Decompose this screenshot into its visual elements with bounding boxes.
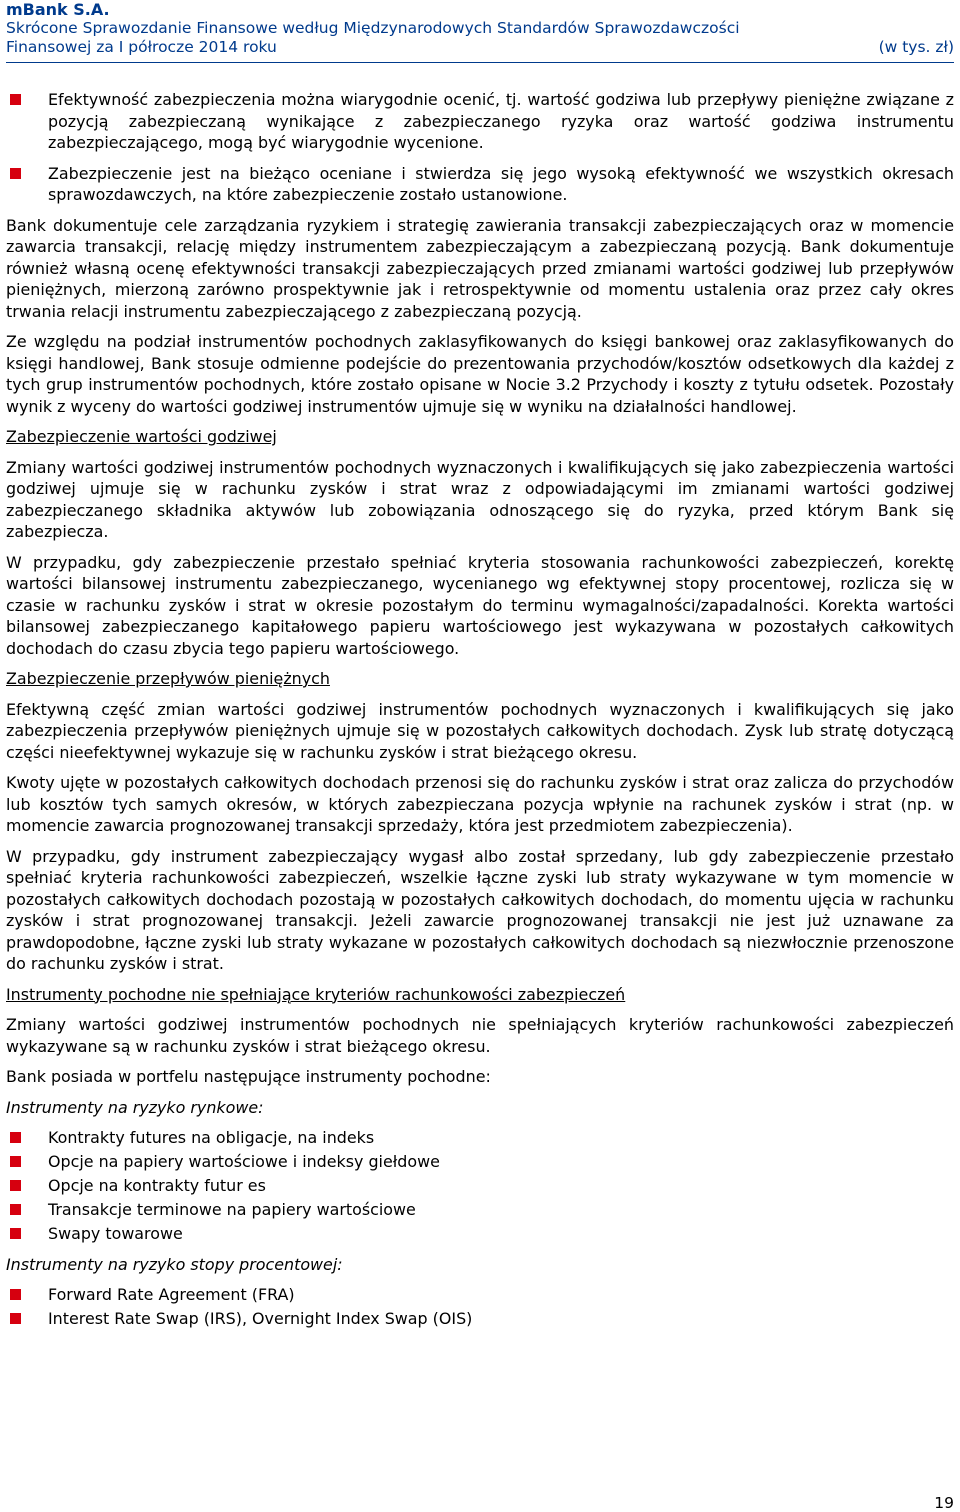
list-item	[6, 89, 954, 154]
heading-cash-flow-hedge: Zabezpieczenie przepływów pieniężnych	[6, 669, 330, 688]
heading-non-hedge-derivatives: Instrumenty pochodne nie spełniające kryteriów rachunkowości zabezpieczeń	[6, 984, 626, 1004]
page-number: 19	[934, 1494, 954, 1512]
red-square-bullet-icon	[10, 1228, 21, 1239]
list-item-text: Kontrakty futures na obligacje, na indeks	[48, 1128, 375, 1147]
red-square-bullet-icon	[10, 1204, 21, 1215]
list-item	[6, 163, 954, 206]
list-item	[6, 1151, 954, 1173]
company-name: mBank S.A.	[6, 0, 110, 19]
list-item-text: Interest Rate Swap (IRS), Overnight Index Swap (OIS)	[48, 1309, 473, 1328]
interest-rate-risk-label: Instrumenty na ryzyko stopy procentowej:	[6, 1254, 343, 1274]
red-square-bullet-icon	[10, 1156, 21, 1167]
header-divider	[6, 62, 954, 63]
red-square-bullet-icon	[10, 1132, 21, 1143]
report-title: Skrócone Sprawozdanie Finansowe według Międzynarodowych Standardów Sprawozdawczości	[6, 19, 740, 37]
list-item-text: Opcje na kontrakty futur es	[48, 1176, 266, 1195]
list-item	[6, 1199, 954, 1221]
currency-units: (w tys. zł)	[878, 38, 954, 56]
list-item-text: Forward Rate Agreement (FRA)	[48, 1285, 295, 1304]
list-item-text: Zabezpieczenie jest na bieżąco oceniane i stwierdza się jego wysoką efektywność we wszystkich okresach sprawozdawczych, na które zabezpieczenie zostało ustanowione.	[48, 163, 954, 204]
red-square-bullet-icon	[10, 168, 21, 179]
red-square-bullet-icon	[10, 1289, 21, 1300]
paragraph-books: Ze względu na podział instrumentów pochodnych zaklasyfikowanych do księgi bankowej oraz zaklasyfikowanych do księgi handlowej, Bank stosuje odmienne podejście do prezentowania przychodów/kosztów odsetkowych dla każdej z tych grup instrumentów pochodnych, które zostało opisane w Nocie 3.2 Przychody i koszty z tytułu odsetek. Pozostały wynik z wyceny do wartości godziwej instrumentów ujmuje się w wyniku na działalności handlowej.	[6, 332, 954, 416]
list-item	[6, 1127, 954, 1149]
paragraph: Zmiany wartości godziwej instrumentów pochodnych nie spełniających kryteriów rachunkowości zabezpieczeń wykazywane są w rachunku zysków i strat bieżącego okresu.	[6, 1015, 954, 1056]
heading-fair-value-hedge: Zabezpieczenie wartości godziwej	[6, 427, 277, 446]
report-period: Finansowej za I półrocze 2014 roku	[6, 38, 277, 56]
list-item	[6, 1308, 954, 1330]
paragraph: W przypadku, gdy instrument zabezpieczający wygasł albo został sprzedany, lub gdy zabezpieczenie przestało spełniać kryteria rachunkowości zabezpieczeń, wszelkie łączne zyski lub straty wykazywane w tym momencie w pozostałych całkowitych dochodach pozostają w pozostałych całkowitych dochodach, do momentu ujęcia w rachunku zysków i strat prognozowanej transakcji. Jeżeli zawarcie prognozowanej transakcji nie jest już uznawane za prawdopodobne, łączne zyski lub straty wykazane w pozostałych całkowitych dochodach są niezwłocznie przenoszone do rachunku zysków i strat.	[6, 846, 954, 973]
list-item-text: Swapy towarowe	[48, 1224, 183, 1243]
paragraph: Kwoty ujęte w pozostałych całkowitych dochodach przenosi się do rachunku zysków i strat oraz zalicza do przychodów lub kosztów tych samych okresów, w których zabezpieczana pozycja wpłynie na rachunek zysków i strat (np. w momencie zawarcia prognozowanej transakcji sprzedaży, która jest przedmiotem zabezpieczenia).	[6, 773, 954, 835]
list-item	[6, 1284, 954, 1306]
red-square-bullet-icon	[10, 94, 21, 105]
paragraph: W przypadku, gdy zabezpieczenie przestało spełniać kryteria stosowania rachunkowości zabezpieczeń, korektę wartości bilansowej instrumentu zabezpieczanego, wycenianego wg efektywnej stopy procentowej, rozlicza się w czasie w rachunku zysków i strat w okresie pozostałym do terminu wymagalności/zapadalności. Korekta wartości bilansowej zabezpieczanego kapitałowego papieru wartościowego jest wykazywana w pozostałych całkowitych dochodach do czasu zbycia tego papieru wartościowego.	[6, 552, 954, 658]
paragraph-documentation: Bank dokumentuje cele zarządzania ryzykiem i strategię zawierania transakcji zabezpieczających oraz w momencie zawarcia transakcji, relację między instrumentem zabezpieczającym a zabezpieczaną pozycją. Bank dokumentuje również własną ocenę efektywności transakcji zabezpieczających przed zmianami wartości godziwej lub przepływów pieniężnych, mierzoną zarówno prospektywnie jak i retrospektywnie od momentu ustalenia oraz przez cały okres trwania relacji instrumentu zabezpieczającego z zabezpieczaną pozycją.	[6, 215, 954, 321]
page-header	[6, 0, 954, 57]
list-item-text: Opcje na papiery wartościowe i indeksy giełdowe	[48, 1152, 440, 1171]
red-square-bullet-icon	[10, 1313, 21, 1324]
red-square-bullet-icon	[10, 1180, 21, 1191]
paragraph: Efektywną część zmian wartości godziwej instrumentów pochodnych wyznaczonych i kwalifikujących się jako zabezpieczenia przepływów pieniężnych ujmuje się w pozostałych całkowitych dochodach. Zysk lub stratę dotyczącą części nieefektywnej wykazuje się w rachunku zysków i strat bieżącego okresu.	[6, 699, 954, 762]
paragraph-portfolio-intro: Bank posiada w portfelu następujące instrumenty pochodne:	[6, 1067, 491, 1086]
list-item-text: Transakcje terminowe na papiery wartościowe	[48, 1200, 416, 1219]
market-risk-label: Instrumenty na ryzyko rynkowe:	[6, 1097, 264, 1117]
header-period-line	[6, 38, 954, 57]
list-item	[6, 1223, 954, 1245]
list-item-text: Efektywność zabezpieczenia można wiarygodnie ocenić, tj. wartość godziwa lub przepływy pieniężne związane z pozycją zabezpieczaną wynikające z zabezpieczanego ryzyka oraz wartość godziwa instrumentu zabezpieczającego, mogą być wiarygodnie wycenione.	[48, 90, 954, 152]
document-body	[6, 89, 954, 1332]
paragraph: Zmiany wartości godziwej instrumentów pochodnych wyznaczonych i kwalifikujących się jako zabezpieczenia wartości godziwej ujmuje się w rachunku zysków i strat wraz z odpowiadającymi im zmianami wartości godziwej zabezpieczanego składnika aktywów lub zobowiązania odnoszącego się do ryzyka, przed którym Bank się zabezpiecza.	[6, 457, 954, 541]
list-item	[6, 1175, 954, 1197]
